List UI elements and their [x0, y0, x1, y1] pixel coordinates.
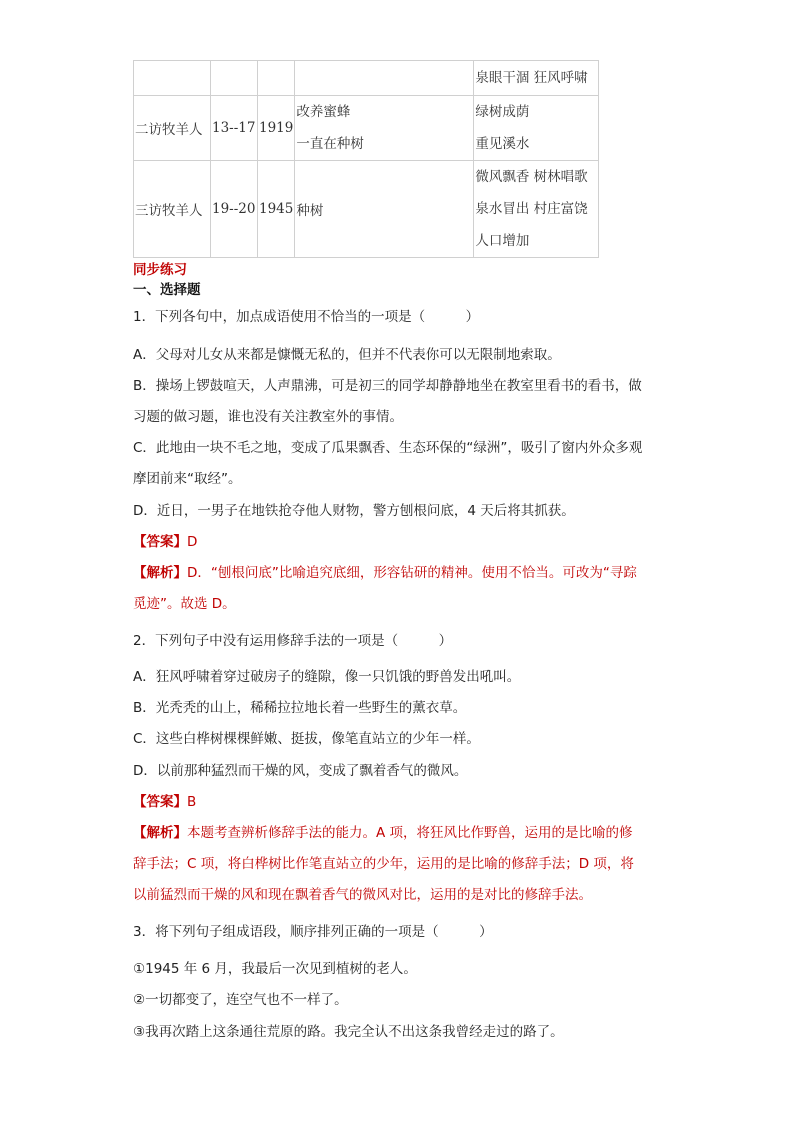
answer-line: 【答案】B: [133, 794, 197, 810]
option-b-cont: 习题的做习题，谁也没有关注教室外的事情。: [133, 409, 403, 425]
option-b: B．操场上锣鼓喧天，人声鼎沸，可是初三的同学却静静地坐在教室里看书的看书，做: [133, 378, 642, 394]
option-c-cont: 摩团前来“取经”。: [133, 471, 242, 487]
table-row: [134, 61, 599, 96]
scene-cell: 微风飘香 树林唱歌 泉水冒出 村庄富饶 人口增加: [474, 161, 599, 258]
scene-cell: 绿树成荫 重见溪水: [474, 96, 599, 161]
option-b: B．光秃秃的山上，稀稀拉拉地长着一些野生的薰衣草。: [133, 700, 467, 716]
chapters-cell: 19--20: [211, 161, 258, 258]
option-c: C．此地由一块不毛之地，变成了瓜果飘香、生态环保的“绿洲”，吸引了窗内外众多观: [133, 440, 643, 456]
activity-cell: 改养蜜蜂 一直在种树: [295, 96, 474, 161]
summary-table: [133, 60, 599, 258]
sentence-3: ③我再次踏上这条通往荒原的路。我完全认不出这条我曾经走过的路了。: [133, 1024, 564, 1040]
year-cell: 1945: [258, 161, 295, 258]
table-row: [134, 161, 599, 258]
analysis-line-cont: 觅迹”。故选 D。: [133, 596, 236, 612]
analysis-line: 【解析】本题考查辨析修辞手法的能力。A 项，将狂风比作野兽，运用的是比喻的修: [133, 825, 633, 841]
analysis-line: 【解析】D．“刨根问底”比喻追究底细，形容钻研的精神。使用不恰当。可改为“寻踪: [133, 565, 637, 581]
question-stem: 2．下列句子中没有运用修辞手法的一项是（ ）: [133, 633, 453, 649]
option-d: D．以前那种猛烈而干燥的风，变成了飘着香气的微风。: [133, 763, 468, 779]
activity-cell: 种树: [295, 161, 474, 258]
visit-cell: 三访牧羊人: [134, 161, 211, 258]
option-c: C．这些白桦树棵棵鲜嫩、挺拔，像笔直站立的少年一样。: [133, 731, 480, 747]
year-cell: 1919: [258, 96, 295, 161]
option-a: A．狂风呼啸着穿过破房子的缝隙，像一只饥饿的野兽发出吼叫。: [133, 669, 521, 685]
scene-cell: 泉眼干涸 狂风呼啸: [474, 61, 599, 96]
section-title: 同步练习: [133, 262, 187, 278]
analysis-line-cont: 辞手法；C 项，将白桦树比作笔直站立的少年，运用的是比喻的修辞手法；D 项，将: [133, 856, 634, 872]
table-row: [134, 96, 599, 161]
chapters-cell: 13--17: [211, 96, 258, 161]
sentence-2: ②一切都变了，连空气也不一样了。: [133, 992, 348, 1008]
analysis-line-cont: 以前猛烈而干燥的风和现在飘着香气的微风对比，运用的是对比的修辞手法。: [133, 887, 592, 903]
option-d: D．近日，一男子在地铁抢夺他人财物，警方刨根问底，4 天后将其抓获。: [133, 503, 575, 519]
question-stem: 1．下列各句中，加点成语使用不恰当的一项是（ ）: [133, 309, 480, 325]
question-stem: 3．将下列句子组成语段，顺序排列正确的一项是（ ）: [133, 924, 493, 940]
section-subtitle: 一、选择题: [133, 282, 201, 298]
option-a: A．父母对儿女从来都是慷慨无私的，但并不代表你可以无限制地索取。: [133, 347, 561, 363]
visit-cell: 二访牧羊人: [134, 96, 211, 161]
sentence-1: ①1945 年 6 月，我最后一次见到植树的老人。: [133, 961, 417, 977]
answer-line: 【答案】D: [133, 534, 198, 550]
